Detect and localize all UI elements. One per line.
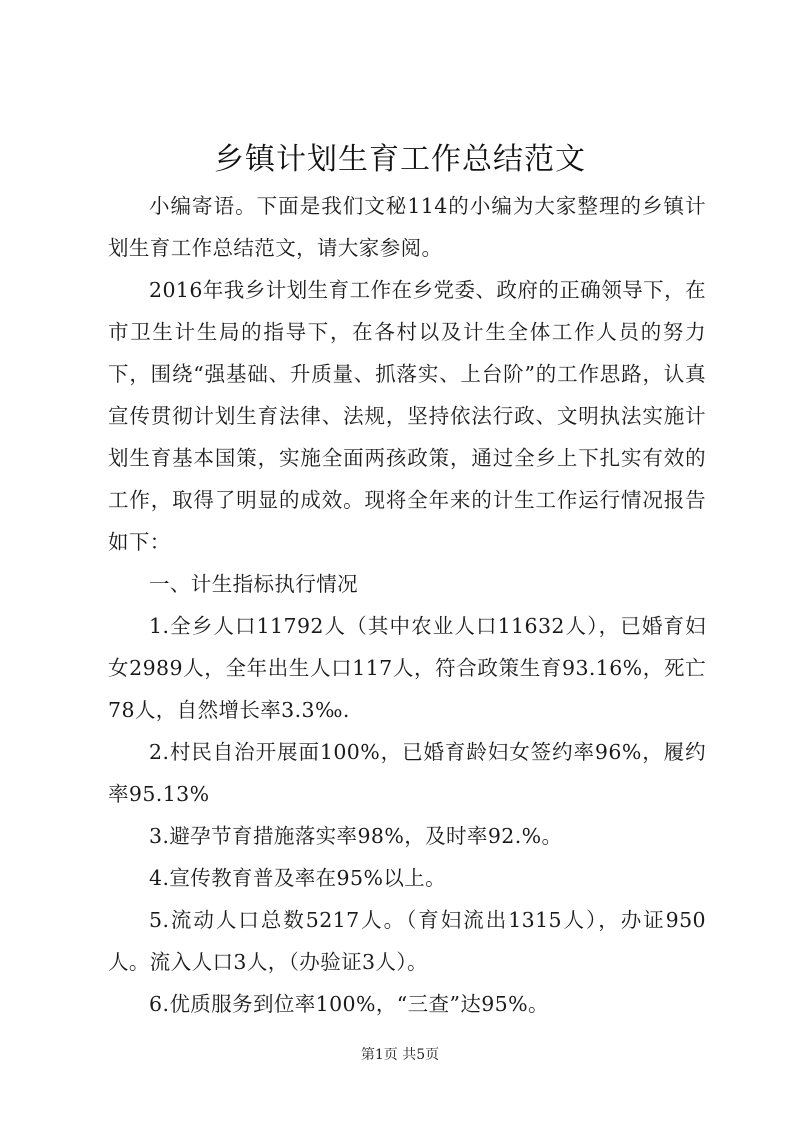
indicator-item-2: 2.村民自治开展面100%，已婚育龄妇女签约率96%，履约率95.13% xyxy=(108,740,706,806)
section-heading: 一、计生指标执行情况 xyxy=(149,572,358,596)
intro-paragraph: 小编寄语。下面是我们文秘114的小编为大家整理的乡镇计划生育工作总结范文，请大家参阅。 xyxy=(108,194,706,260)
summary-paragraph: 2016年我乡计划生育工作在乡党委、政府的正确领导下，在市卫生计生局的指导下，在各村以及计生全体工作人员的努力下，围绕“强基础、升质量、抓落实、上台阶”的工作思路，认真宣传贯彻计划生育法律、法规，坚持依法行政、文明执法实施计划生育基本国策，实施全面两孩政策，通过全乡上下扎实有效的工作，取得了明显的成效。现将全年来的计生工作运行情况报告如下： xyxy=(108,278,706,554)
document-title: 乡镇计划生育工作总结范文 xyxy=(214,142,586,177)
indicator-item-6: 6.优质服务到位率100%，“三查”达95%。 xyxy=(149,992,549,1016)
document-body xyxy=(108,185,706,1025)
indicator-item-3: 3.避孕节育措施落实率98%，及时率92.%。 xyxy=(149,824,563,848)
indicator-item-1: 1.全乡人口11792人（其中农业人口11632人），已婚育妇女2989人，全年出生人口117人，符合政策生育93.16%，死亡78人，自然增长率3.3‰. xyxy=(108,614,706,722)
page-footer: 第1页 共5页 xyxy=(360,1047,440,1063)
indicator-item-4: 4.宣传教育普及率在95%以上。 xyxy=(149,866,447,890)
indicator-item-5: 5.流动人口总数5217人。（育妇流出1315人），办证950人。流入人口3人，（办验证3人）。 xyxy=(108,908,706,974)
